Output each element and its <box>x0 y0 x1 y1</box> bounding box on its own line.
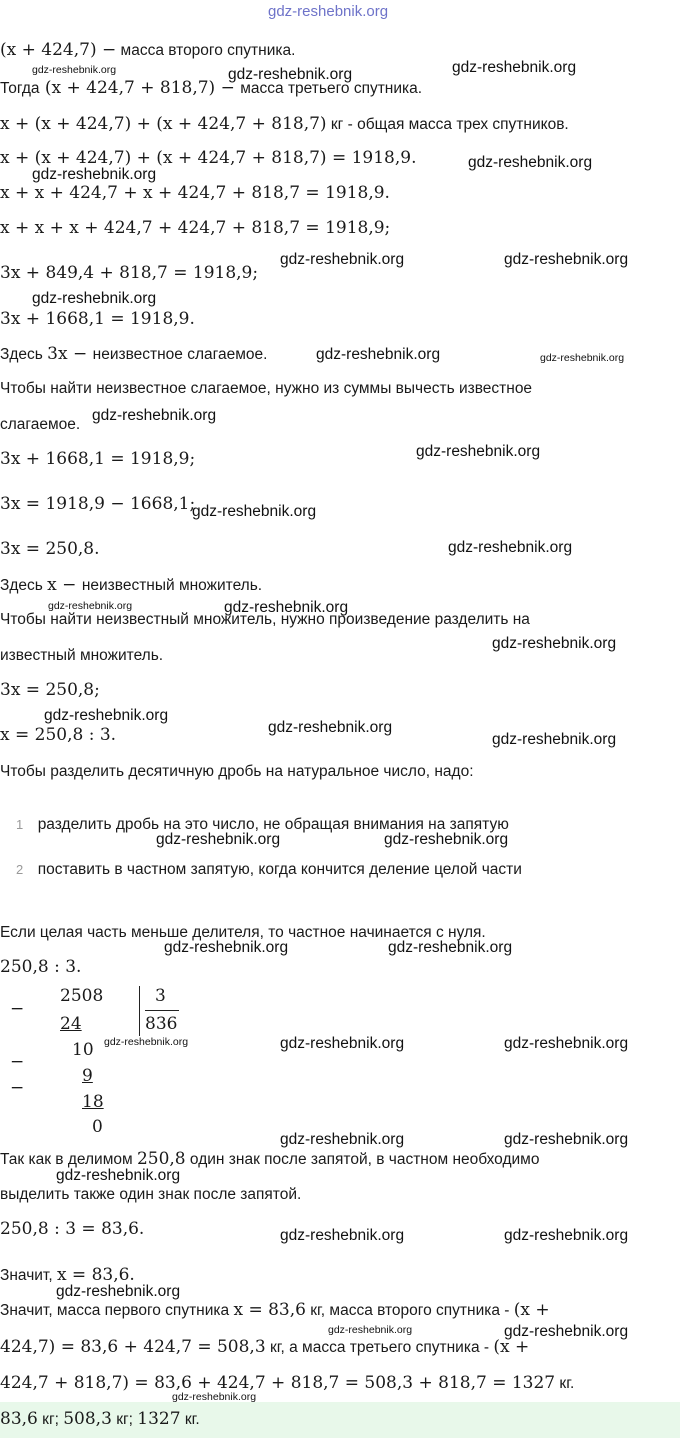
text-line <box>0 1149 539 1169</box>
watermark: gdz-reshebnik.org <box>492 635 617 652</box>
text-line: слагаемое. <box>0 416 81 433</box>
math: (x + 424,7) − <box>0 40 117 60</box>
text: Здесь <box>0 346 48 363</box>
text-line <box>0 344 267 364</box>
watermark: gdz-reshebnik.org <box>192 503 317 520</box>
math-line: 250,8 : 3 = 83,6. <box>0 1219 145 1239</box>
list-text: разделить дробь на это число, не обращая внимания на запятую <box>37 816 509 833</box>
watermark: gdz-reshebnik.org <box>92 407 217 424</box>
text: Так как в делимом <box>0 1151 137 1168</box>
watermark: gdz-reshebnik.org <box>164 939 289 956</box>
math-line: 3x + 849,4 + 818,7 = 1918,9; <box>0 263 259 283</box>
site-link[interactable]: gdz-reshebnik.org <box>268 3 389 20</box>
math: (x + <box>493 1337 530 1357</box>
watermark: gdz-reshebnik.org <box>228 66 353 83</box>
subtrahend: 9 <box>82 1066 93 1086</box>
math: 250,8 <box>136 1149 186 1169</box>
watermark: gdz-reshebnik.org <box>32 166 157 183</box>
math-line: x + x + x + 424,7 + 424,7 + 818,7 = 1918,9; <box>0 218 391 238</box>
watermark: gdz-reshebnik.org <box>224 599 349 616</box>
watermark: gdz-reshebnik.org <box>44 707 169 724</box>
text: масса третьего спутника. <box>240 80 423 97</box>
quotient: 836 <box>145 1014 178 1034</box>
math: 424,7) = 83,6 + 424,7 = 508,3 <box>0 1337 266 1357</box>
text-line: Чтобы найти неизвестный множитель, нужно произведение разделить на <box>0 611 530 628</box>
math-line: x + x + 424,7 + x + 424,7 + 818,7 = 1918,9. <box>0 183 390 203</box>
text: Здесь <box>0 577 48 594</box>
text-line <box>0 575 262 595</box>
remainder: 10 <box>72 1040 94 1060</box>
watermark: gdz-reshebnik.org <box>268 719 393 736</box>
watermark: gdz-reshebnik.org <box>32 64 117 76</box>
watermark: gdz-reshebnik.org <box>280 1131 405 1148</box>
answer-value: 1327 <box>137 1409 181 1429</box>
text: неизвестный множитель. <box>81 577 263 594</box>
answer-line <box>0 1409 200 1429</box>
answer-unit: кг; <box>37 1411 64 1428</box>
watermark: gdz-reshebnik.org <box>504 251 629 268</box>
minus-sign: − <box>10 1052 25 1072</box>
math: 424,7 + 818,7) = 83,6 + 424,7 + 818,7 = 508,3 + 818,7 = 1327 <box>0 1373 556 1393</box>
math: (x + 424,7 + 818,7) − <box>39 78 241 98</box>
subtrahend: 24 <box>60 1014 82 1034</box>
dividend: 2508 <box>60 986 104 1006</box>
answer-unit: кг; <box>111 1411 138 1428</box>
text: кг, масса второго спутника - <box>305 1302 514 1319</box>
list-item <box>16 861 522 879</box>
watermark: gdz-reshebnik.org <box>448 539 573 556</box>
answer-value: 83,6 <box>0 1409 38 1429</box>
text-line: Чтобы разделить десятичную дробь на натуральное число, надо: <box>0 763 474 780</box>
watermark: gdz-reshebnik.org <box>504 1035 629 1052</box>
watermark: gdz-reshebnik.org <box>56 1167 181 1184</box>
math: x = 83,6 <box>233 1300 306 1320</box>
watermark: gdz-reshebnik.org <box>452 59 577 76</box>
math-line: 3x + 1668,1 = 1918,9. <box>0 309 195 329</box>
math-line: 3x + 1668,1 = 1918,9; <box>0 449 196 469</box>
watermark: gdz-reshebnik.org <box>56 1283 181 1300</box>
remainder: 0 <box>92 1117 103 1137</box>
text-line <box>0 78 422 98</box>
remainder: 18 <box>82 1092 104 1112</box>
text-line <box>0 114 569 134</box>
math-line: x = 250,8 : 3. <box>0 725 117 745</box>
watermark: gdz-reshebnik.org <box>492 731 617 748</box>
text: Значит, <box>0 1267 57 1284</box>
math-line: 250,8 : 3. <box>0 957 82 977</box>
division-bracket <box>139 986 140 1036</box>
text: неизвестное слагаемое. <box>92 346 268 363</box>
text-line <box>0 1300 550 1320</box>
text-line: известный множитель. <box>0 647 164 664</box>
text-line <box>0 40 295 60</box>
watermark: gdz-reshebnik.org <box>156 831 281 848</box>
watermark: gdz-reshebnik.org <box>504 1227 629 1244</box>
watermark: gdz-reshebnik.org <box>328 1324 413 1336</box>
watermark: gdz-reshebnik.org <box>32 290 157 307</box>
watermark: gdz-reshebnik.org <box>280 251 405 268</box>
watermark: gdz-reshebnik.org <box>316 346 441 363</box>
text: масса второго спутника. <box>116 42 296 59</box>
list-number: 2 <box>16 862 24 877</box>
text: Тогда <box>0 80 40 97</box>
math-line: 3x = 250,8. <box>0 539 100 559</box>
watermark: gdz-reshebnik.org <box>416 443 541 460</box>
text: один знак после запятой, в частном необходимо <box>185 1151 540 1168</box>
watermark: gdz-reshebnik.org <box>280 1227 405 1244</box>
text: кг, а масса третьего спутника - <box>265 1339 494 1356</box>
math-line: 3x = 250,8; <box>0 680 100 700</box>
divisor: 3 <box>155 986 166 1006</box>
minus-sign: − <box>10 999 25 1019</box>
watermark: gdz-reshebnik.org <box>172 1391 257 1403</box>
math-line: 3x = 1918,9 − 1668,1; <box>0 494 196 514</box>
watermark: gdz-reshebnik.org <box>468 154 593 171</box>
list-number: 1 <box>16 817 24 832</box>
math: x = 83,6. <box>56 1265 135 1285</box>
answer-unit: кг. <box>180 1411 200 1428</box>
watermark: gdz-reshebnik.org <box>104 1036 189 1048</box>
answer-value: 508,3 <box>63 1409 112 1429</box>
math: 3x − <box>47 344 93 364</box>
text: кг - общая масса трех спутников. <box>326 116 569 133</box>
text: Значит, масса первого спутника <box>0 1302 234 1319</box>
watermark: gdz-reshebnik.org <box>504 1131 629 1148</box>
text-line: Если целая часть меньше делителя, то частное начинается с нуля. <box>0 924 486 941</box>
watermark: gdz-reshebnik.org <box>504 1323 629 1340</box>
text-line: Чтобы найти неизвестное слагаемое, нужно из суммы вычесть известное <box>0 380 533 397</box>
watermark: gdz-reshebnik.org <box>280 1035 405 1052</box>
watermark: gdz-reshebnik.org <box>540 352 625 364</box>
text-line <box>0 1337 529 1357</box>
text-line: выделить также один знак после запятой. <box>0 1186 302 1203</box>
division-bar <box>145 1010 179 1011</box>
minus-sign: − <box>10 1078 25 1098</box>
watermark: gdz-reshebnik.org <box>388 939 513 956</box>
math-line: x + (x + 424,7) + (x + 424,7 + 818,7) = 1918,9. <box>0 148 417 168</box>
watermark: gdz-reshebnik.org <box>384 831 509 848</box>
watermark: gdz-reshebnik.org <box>48 600 133 612</box>
text-line <box>0 1265 135 1285</box>
text-line <box>0 1373 574 1393</box>
math: (x + <box>513 1300 550 1320</box>
list-text: поставить в частном запятую, когда кончится деление целой части <box>37 861 522 878</box>
math: x − <box>47 575 82 595</box>
math: x + (x + 424,7) + (x + 424,7 + 818,7) <box>0 114 327 134</box>
text: кг. <box>555 1375 575 1392</box>
